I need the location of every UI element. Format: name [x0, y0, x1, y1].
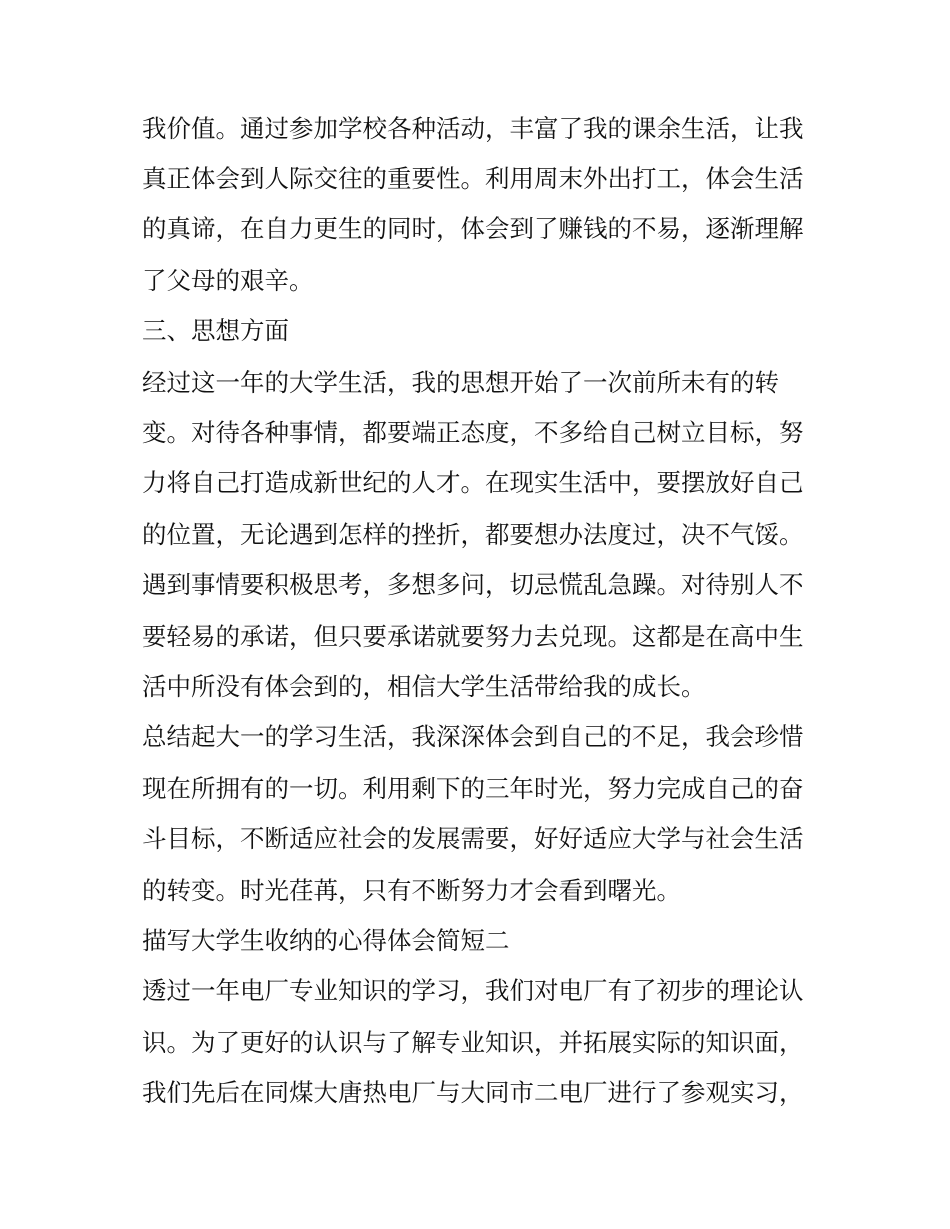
text-line: 的位置，无论遇到怎样的挫折，都要想办法度过，决不气馁。: [142, 520, 804, 549]
text-line: 活中所没有体会到的，相信大学生活带给我的成长。: [142, 672, 706, 701]
text-line: 要轻易的承诺，但只要承诺就要努力去兑现。这都是在高中生: [142, 622, 804, 651]
text-line: 现在所拥有的一切。利用剩下的三年时光，努力完成自己的奋: [142, 774, 804, 803]
text-line: 的真谛，在自力更生的同时，体会到了赚钱的不易，逐渐理解: [142, 214, 804, 243]
text-line: 变。对待各种事情，都要端正态度，不多给自己树立目标，努: [142, 418, 804, 447]
section-heading: 三、思想方面: [142, 316, 289, 345]
text-line: 我价值。通过参加学校各种活动，丰富了我的课余生活，让我: [142, 114, 804, 143]
text-line: 总结起大一的学习生活，我深深体会到自己的不足，我会珍惜: [142, 722, 804, 751]
text-line: 力将自己打造成新世纪的人才。在现实生活中，要摆放好自己: [142, 468, 804, 497]
text-line: 的转变。时光荏苒，只有不断努力才会看到曙光。: [142, 876, 681, 905]
text-line: 我们先后在同煤大唐热电厂与大同市二电厂进行了参观实习，: [142, 1078, 804, 1107]
text-line: 真正体会到人际交往的重要性。利用周末外出打工，体会生活: [142, 164, 804, 193]
text-line: 透过一年电厂专业知识的学习，我们对电厂有了初步的理论认: [142, 976, 804, 1005]
text-line: 了父母的艰辛。: [142, 266, 314, 295]
text-line: 遇到事情要积极思考，多想多问，切忌慌乱急躁。对待别人不: [142, 570, 804, 599]
text-line: 经过这一年的大学生活，我的思想开始了一次前所未有的转: [142, 368, 779, 397]
section-heading: 描写大学生收纳的心得体会简短二: [142, 926, 510, 955]
text-line: 识。为了更好的认识与了解专业知识，并拓展实际的知识面，: [142, 1028, 804, 1057]
text-line: 斗目标，不断适应社会的发展需要，好好适应大学与社会生活: [142, 824, 804, 853]
